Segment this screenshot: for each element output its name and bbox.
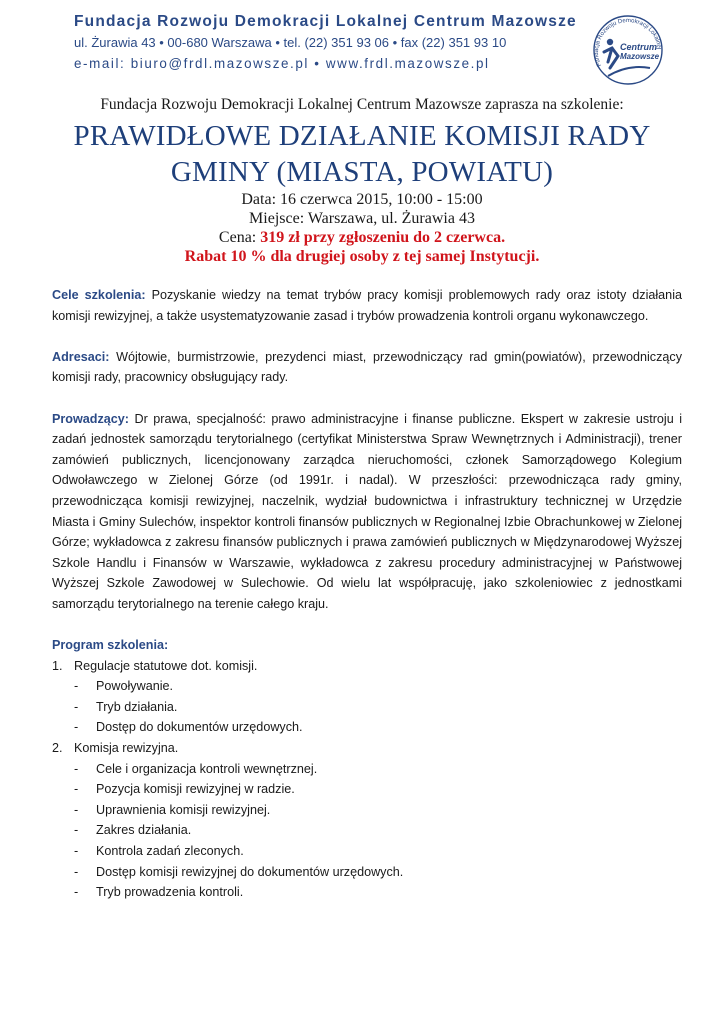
dash-bullet: - xyxy=(74,823,79,838)
dash-bullet: - xyxy=(74,864,79,879)
figure-icon-body xyxy=(604,48,618,68)
event-intro xyxy=(0,96,724,266)
program-subitem-label: Dostęp do dokumentów urzędowych. xyxy=(96,720,303,735)
dash-bullet: - xyxy=(74,802,79,817)
goals-label: Cele szkolenia: xyxy=(52,288,146,302)
program-subitem xyxy=(52,882,682,903)
audience-label: Adresaci: xyxy=(52,349,110,364)
dash-bullet: - xyxy=(74,679,79,694)
trainer-text: Dr prawa, specjalność: prawo administracyjne i finanse publiczne. Ekspert w zakresie ustroju i zadań jednostek samorządu terytorialnego (certyfikat Ministerstwa Spraw Wewnętrznych i Administracji), trener zamówień publicznych, licencjonowany zarządca nieruchomości, członek Samorządowego Kolegium Odwoławczego w Zielonej Górze (od 1991r. i nadal). W przeszłości: przewodnicząca rady gminy, przewodnicząca komisji rewizyjnej, naczelnik, wydział budownictwa i infrastruktury technicznej w Urzędzie Miasta i Gminy Sulechów, inspektor kontroli finansów publicznych w Regionalnej Izbie Obrachunkowej w Zielonej Górze; wykładowca z zakresu finansów publicznych i prawa zamówień publicznych w Międzynarodowej Wyższej Szkole Handlu i Finansów w Warszawie, wykładowca z zakresu procedury administracyjnej w Państwowej Wyższej Szkole Zawodowej w Sulechowie. Od wielu lat współpracuję, jako szkoleniowiec z jednostkami samorządu terytorialnego na terenie całego kraju. xyxy=(52,411,682,611)
program-item xyxy=(52,738,682,759)
program-subitem-label: Tryb działania. xyxy=(96,699,178,714)
program-item-number: 1. xyxy=(52,658,63,673)
dash-bullet: - xyxy=(74,782,79,797)
program-subitem xyxy=(52,800,682,821)
program-subitem-label: Tryb prowadzenia kontroli. xyxy=(96,885,244,900)
training-details xyxy=(52,285,682,903)
logo-text-centrum: Centrum xyxy=(620,42,658,52)
dash-bullet: - xyxy=(74,844,79,859)
logo-text-mazowsze: Mazowsze xyxy=(620,52,660,61)
program-subitem-label: Cele i organizacja kontroli wewnętrznej. xyxy=(96,761,318,776)
dash-bullet: - xyxy=(74,761,79,776)
trainer-paragraph xyxy=(52,409,682,615)
org-contact: e-mail: biuro@frdl.mazowsze.pl • www.frdl.mazowsze.pl xyxy=(74,56,490,71)
program-item-label: Regulacje statutowe dot. komisji. xyxy=(74,658,258,673)
org-address: ul. Żurawia 43 • 00-680 Warszawa • tel. (22) 351 93 06 • fax (22) 351 93 10 xyxy=(74,35,507,50)
org-name: Fundacja Rozwoju Demokracji Lokalnej Centrum Mazowsze xyxy=(74,13,577,30)
discount-note: Rabat 10 % dla drugiej osoby z tej samej Instytucji. xyxy=(184,248,540,265)
program-subitem-label: Zakres działania. xyxy=(96,823,192,838)
program-item xyxy=(52,656,682,677)
foundation-logo xyxy=(590,12,666,88)
program-title: Program szkolenia: xyxy=(52,638,169,653)
program-item-label: Komisja rewizyjna. xyxy=(74,741,179,756)
dash-bullet: - xyxy=(74,720,79,735)
program-list xyxy=(52,656,682,903)
event-place: Miejsce: Warszawa, ul. Żurawia 43 xyxy=(249,210,475,227)
program-subitem xyxy=(52,676,682,697)
program-subitem-label: Dostęp komisji rewizyjnej do dokumentów urzędowych. xyxy=(96,864,404,879)
event-title xyxy=(0,118,724,190)
audience-paragraph xyxy=(52,347,682,388)
price-value: 319 zł przy zgłoszeniu do 2 czerwca. xyxy=(260,229,506,246)
program-subitem xyxy=(52,717,682,738)
event-title-line-2: GMINY (MIASTA, POWIATU) xyxy=(170,156,554,188)
price-label: Cena: xyxy=(218,229,261,246)
invitation-line: Fundacja Rozwoju Demokracji Lokalnej Centrum Mazowsze zaprasza na szkolenie: xyxy=(100,96,624,113)
program-subitem-label: Pozycja komisji rewizyjnej w radzie. xyxy=(96,782,295,797)
program-subitem-label: Powoływanie. xyxy=(96,679,174,694)
event-date: Data: 16 czerwca 2015, 10:00 - 15:00 xyxy=(241,191,483,208)
goals-paragraph xyxy=(52,285,682,326)
program-subitem xyxy=(52,779,682,800)
program-subitem xyxy=(52,697,682,718)
event-title-line-1: PRAWIDŁOWE DZIAŁANIE KOMISJI RADY xyxy=(73,120,651,152)
audience-text: Wójtowie, burmistrzowie, prezydenci miast, przewodniczący rad gmin(powiatów), przewodniczący komisji rady, pracownicy obsługujący rady. xyxy=(52,349,682,385)
event-price xyxy=(0,228,724,247)
dash-bullet: - xyxy=(74,885,79,900)
program-subitem xyxy=(52,759,682,780)
program-subitem-label: Kontrola zadań zleconych. xyxy=(96,844,244,859)
dash-bullet: - xyxy=(74,699,79,714)
program-subitem xyxy=(52,862,682,883)
program-subitem xyxy=(52,820,682,841)
figure-icon-head xyxy=(607,39,613,45)
program-item-number: 2. xyxy=(52,741,63,756)
logo-ring-text: Fundacja Rozwoju Demokracji Lokalnej xyxy=(593,17,662,68)
program-subitem-label: Uprawnienia komisji rewizyjnej. xyxy=(96,802,271,817)
letterhead xyxy=(74,12,584,74)
goals-text: Pozyskanie wiedzy na temat trybów pracy komisji problemowych rady oraz istoty działania komisji rewizyjnej, a także usystematyzowanie zasad i trybów prowadzenia kontroli organu wykonawczego. xyxy=(52,288,682,323)
program-subitem xyxy=(52,841,682,862)
trainer-label: Prowadzący: xyxy=(52,411,129,426)
